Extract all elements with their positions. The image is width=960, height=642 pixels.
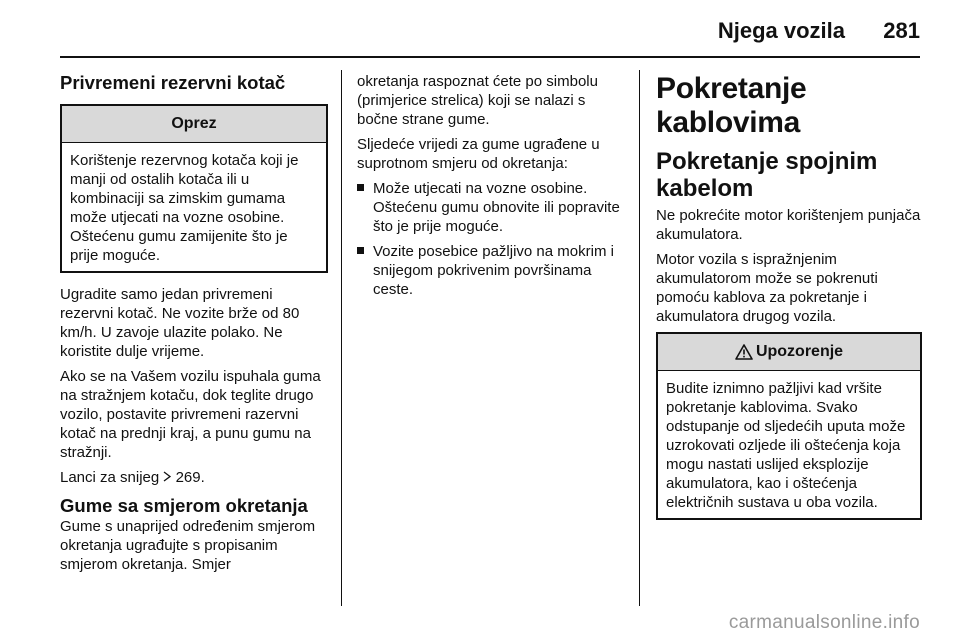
bullet-square-icon <box>357 184 364 191</box>
subheading-directional-tyres: Gume sa smjerom okretanja <box>60 495 308 516</box>
warning-header <box>658 334 920 371</box>
section-heading-spare-wheel: Privremeni rezervni kotač <box>60 72 286 93</box>
paragraph: Ne pokrećite motor korištenjem punjača akumulatora. <box>656 207 921 243</box>
paragraph: Ako se na Vašem vozilu ispuhala guma na stražnjem kotaču, dok teglite drugo vozilo, postavite privremeni razervni kotač na prednji kraj, a punu gumu na stražnji. <box>60 368 321 461</box>
page-reference-arrow-icon <box>163 468 171 487</box>
caution-box <box>60 104 328 273</box>
warning-triangle-icon <box>735 338 753 374</box>
reference-page: 269. <box>175 469 205 486</box>
warning-box <box>656 332 922 520</box>
paragraph: Sljedeće vrijedi za gume ugrađene u suprotnom smjeru od okretanja: <box>357 136 600 172</box>
caution-title: Oprez <box>62 106 326 143</box>
page-header <box>0 0 960 60</box>
column-2 <box>357 72 625 305</box>
bullet-square-icon <box>357 247 364 254</box>
warning-title: Upozorenje <box>755 343 844 360</box>
paragraph: Ugradite samo jedan privremeni rezervni kotač. Ne vozite brže od 80 km/h. U zavoje ulazite polako. Ne koristite dulje vrijeme. <box>60 286 300 360</box>
caution-text: Korištenje rezervnog kotača koji je manji od ostalih kotača ili u kombinaciji sa zimskim gumama može utjecati na vozne osobine. Oštećenu gumu zamijenite što je prije moguće. <box>70 152 299 264</box>
section-title: Njega vozila <box>717 18 845 43</box>
column-divider-1 <box>341 70 342 606</box>
column-divider-2 <box>639 70 640 606</box>
list-item: Može utjecati na vozne osobine. Oštećenu gumu obnovite ili popravite što je prije moguće. <box>357 179 625 236</box>
subheading-jump-cable: Pokretanje spojnim kabelom <box>656 148 878 202</box>
column-1 <box>60 72 328 580</box>
page-number: 281 <box>883 18 920 43</box>
paragraph: okretanja raspoznat ćete po simbolu (primjerice strelica) koji se nalazi s bočne strane gume. <box>357 73 598 128</box>
list-item: Vozite posebice pažljivo na mokrim i snijegom pokrivenim površinama ceste. <box>357 242 625 299</box>
chapter-heading-jump-start: Pokretanje kablovima <box>656 72 807 139</box>
bullet-list <box>357 179 625 299</box>
paragraph: Motor vozila s ispražnjenim akumulatorom može se pokrenuti pomoću kablova za pokretanje i akumulatora drugog vozila. <box>656 251 878 325</box>
paragraph: Gume s unaprijed određenim smjerom okretanja ugrađujte s propisanim smjerom okretanja. Smjer <box>60 518 316 573</box>
cross-reference <box>60 468 328 487</box>
reference-label: Lanci za snijeg <box>60 469 160 486</box>
header-rule <box>60 56 920 58</box>
watermark: carmanualsonline.info <box>728 612 920 633</box>
warning-text: Budite iznimno pažljivi kad vršite pokretanje kablovima. Svako odstupanje od sljedećih uputa može uzrokovati ozljede ili oštećenja koja mogu nastati uslijed eksplozije akumulatora, kao i oštećenja električnih sustava u oba vozila. <box>666 380 906 511</box>
column-3 <box>656 72 922 532</box>
